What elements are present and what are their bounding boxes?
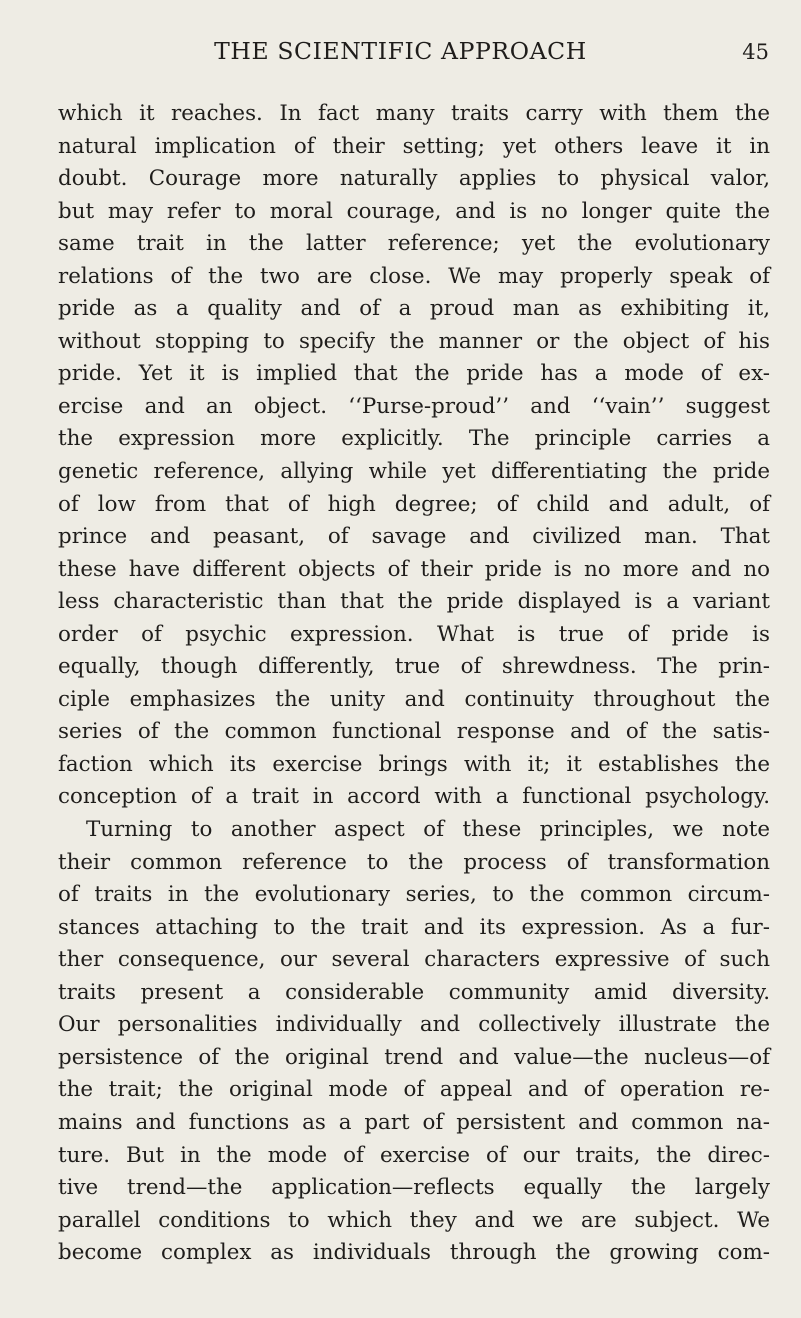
text-line: conception of a trait in accord with a functional psychology.	[58, 784, 770, 810]
text-line: traits present a considerable community amid diversity.	[58, 979, 770, 1005]
text-line: without stopping to specify the manner or the object of his	[58, 328, 770, 354]
text-line: genetic reference, allying while yet differentiating the pride	[58, 459, 770, 485]
page-number: 45	[742, 40, 769, 64]
text-line: ercise and an object. ‘‘Purse-proud’’ and ‘‘vain’’ suggest	[58, 393, 770, 419]
text-line: pride as a quality and of a proud man as exhibiting it,	[58, 296, 770, 322]
text-line: tive trend—the application—reflects equally the largely	[58, 1175, 770, 1201]
running-head	[0, 35, 801, 67]
text-line: order of psychic expression. What is true of pride is	[58, 621, 770, 647]
text-line: of traits in the evolutionary series, to the common circum-	[58, 882, 770, 908]
text-line: but may refer to moral courage, and is no longer quite the	[58, 198, 770, 224]
text-line: persistence of the original trend and value—the nucleus—of	[58, 1044, 770, 1070]
text-line: ture. But in the mode of exercise of our traits, the direc-	[58, 1142, 770, 1168]
text-line: become complex as individuals through the growing com-	[58, 1240, 770, 1266]
text-line: natural implication of their setting; yet others leave it in	[58, 133, 770, 159]
text-line: prince and peasant, of savage and civilized man. That	[58, 524, 770, 550]
text-line: less characteristic than that the pride displayed is a variant	[58, 589, 770, 615]
text-line: stances attaching to the trait and its expression. As a fur-	[58, 914, 770, 940]
text-line: equally, though differently, true of shrewdness. The prin-	[58, 654, 770, 680]
text-line: these have different objects of their pride is no more and no	[58, 556, 770, 582]
text-line: ciple emphasizes the unity and continuity throughout the	[58, 686, 770, 712]
text-line: faction which its exercise brings with it; it establishes the	[58, 751, 770, 777]
text-line: of low from that of high degree; of child and adult, of	[58, 491, 770, 517]
text-line: mains and functions as a part of persistent and common na-	[58, 1109, 770, 1135]
body-text	[58, 98, 770, 1270]
text-line: doubt. Courage more naturally applies to physical valor,	[58, 166, 770, 192]
text-line: the expression more explicitly. The principle carries a	[58, 426, 770, 452]
text-line: relations of the two are close. We may properly speak of	[58, 263, 770, 289]
text-line: which it reaches. In fact many traits carry with them the	[58, 101, 770, 126]
text-line: series of the common functional response and of the satis-	[58, 719, 770, 745]
text-line: their common reference to the process of transformation	[58, 849, 770, 875]
text-line: same trait in the latter reference; yet the evolutionary	[58, 231, 770, 257]
running-title: THE SCIENTIFIC APPROACH	[214, 37, 587, 65]
text-line: Turning to another aspect of these principles, we note	[86, 817, 770, 843]
text-line: pride. Yet it is implied that the pride has a mode of ex-	[58, 361, 770, 387]
text-line: the trait; the original mode of appeal and of operation re-	[58, 1077, 770, 1103]
text-line: parallel conditions to which they and we are subject. We	[58, 1207, 770, 1233]
text-line: ther consequence, our several characters expressive of such	[58, 947, 770, 973]
text-line: Our personalities individually and collectively illustrate the	[58, 1012, 770, 1038]
